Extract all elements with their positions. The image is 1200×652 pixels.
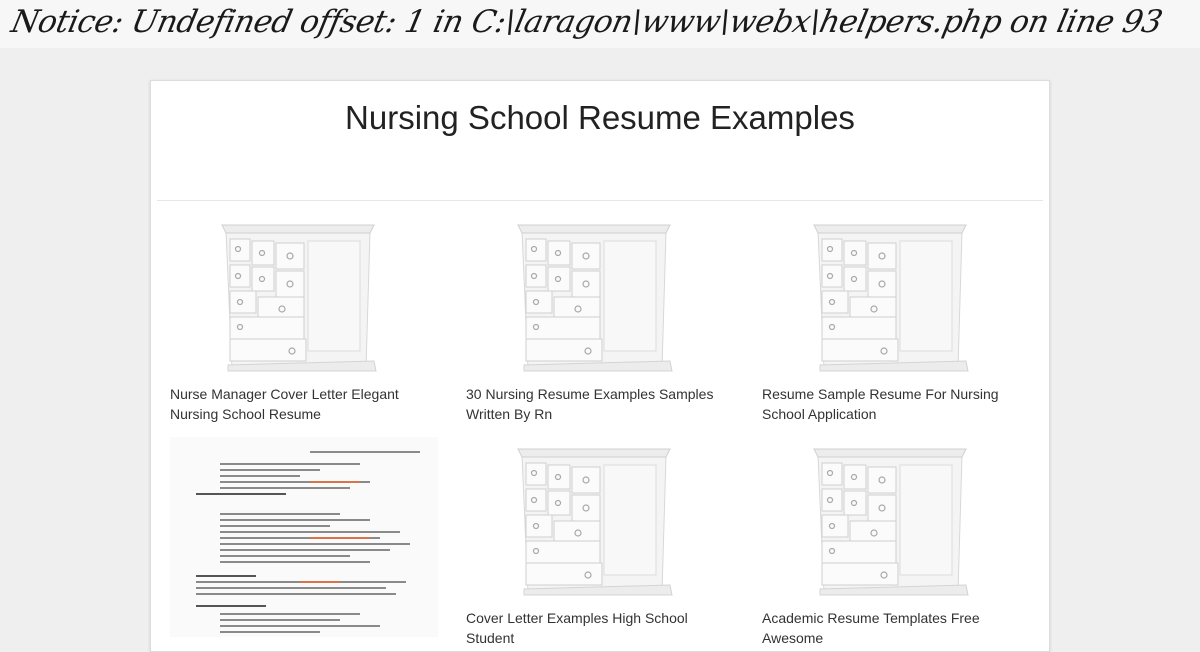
gallery-item-caption[interactable]: Academic Resume Templates Free Awesome bbox=[762, 610, 980, 646]
gallery-item-caption[interactable]: Cover Letter Examples High School Student bbox=[466, 610, 688, 646]
dresser-image[interactable] bbox=[170, 221, 438, 373]
resume-document-image[interactable] bbox=[170, 437, 438, 637]
dresser-image[interactable] bbox=[466, 221, 734, 373]
dresser-image[interactable] bbox=[762, 221, 1030, 373]
title-divider bbox=[157, 200, 1043, 201]
gallery-item-caption[interactable]: Resume Sample Resume For Nursing School Application bbox=[762, 386, 999, 422]
php-notice-bar bbox=[0, 0, 1200, 48]
content-card bbox=[150, 80, 1050, 652]
gallery-item-caption[interactable]: Nurse Manager Cover Letter Elegant Nursing School Resume bbox=[170, 386, 399, 422]
gallery-item-caption[interactable]: 30 Nursing Resume Examples Samples Written By Rn bbox=[466, 386, 714, 422]
dresser-image[interactable] bbox=[762, 445, 1030, 597]
page-title: Nursing School Resume Examples bbox=[345, 99, 855, 136]
dresser-image[interactable] bbox=[466, 445, 734, 597]
php-notice-text: Notice: Undefined offset: 1 in C:\laragon\www\webx\helpers.php on line 93 bbox=[8, 4, 1166, 40]
